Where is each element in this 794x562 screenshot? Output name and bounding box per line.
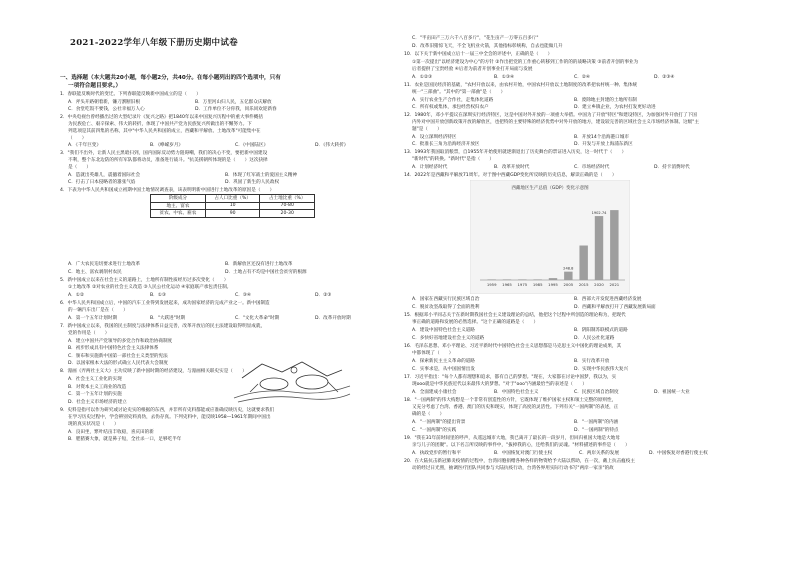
text-line: 14．2022年是西藏和平解放71周年。对于图中西藏GDP变化所反映的历史信息，解读正确的是（ ） xyxy=(404,173,617,178)
text-line: A．社会主义工业化的实现 xyxy=(68,377,122,382)
text-line: 内外对中国开放创新政策开放的解放区，也把特的主要特殊的经济优势中对外开放的地方，建设较完善的区域社会主义市场经济体制。这级"主 xyxy=(412,120,699,125)
bar-2005 xyxy=(564,272,572,280)
text-line: 为民族危亡、艰辛探索、伟大的转折，体现了中国共产党为民族复兴所做出的不懈努力。下 xyxy=(68,122,252,127)
x-tick-label: 2020 xyxy=(594,282,604,287)
data-label: 248.8 xyxy=(563,266,574,271)
text-line: B．阴阳制苏联模式的道路 xyxy=(574,328,628,333)
bar-1975 xyxy=(518,279,526,280)
text-line: C．实事求是，从中国国情出发 xyxy=(412,367,475,372)
text-line: 不利，整个东北边防的所有军队都将动员，准备进行战斗。"抗美援朝所体现的是（ ）这次抉择 xyxy=(68,158,268,163)
land-survey-table xyxy=(150,194,315,218)
text-line: C．打击了日本侵略者的嚣张气焰 xyxy=(68,180,136,185)
text-line: A．建立中国共产党领导的多党合作和政治协商制度 xyxy=(68,339,173,344)
text-line: A．良田坐，繁叶结亩丰收稳，喜庆田的新 xyxy=(68,430,154,435)
text-line: 统一"三部曲"。"其中的"第一部曲"是（ ） xyxy=(412,90,506,95)
bar-2021 xyxy=(610,210,618,280)
text-line: B．①③④ xyxy=(494,75,515,80)
table-header-cell: 阶级成分 xyxy=(151,195,206,203)
table-cell: 20-30 xyxy=(260,210,315,218)
text-line: B．《峥嵘岁月》 xyxy=(150,143,184,148)
text-line: D．《伟大转折》 xyxy=(315,143,349,148)
text-line: A．实行农业生产合作社，走集体化道路 xyxy=(412,98,494,103)
text-line: B．开放14个沿海港口城市 xyxy=(574,135,629,140)
text-line: D．祖国统一大业 xyxy=(654,390,690,395)
text-line: 4．下表为中华人民共和国成立初期中国土地情况调查表，该表明明新中国进行土地改革的原因是（ ） xyxy=(60,188,275,193)
text-line: 12．1980年，邓小平提议在深圳实行经济特区，这是中国对外开放的一项重大举措。中国为了开放"特区"和建设特区，为加强对外开放打了下国 xyxy=(404,113,697,118)
text-line: C．颁布和实施新中国第一部社会主义类型的宪法 xyxy=(68,354,168,359)
text-line: A．广大农民迫切要求进行土地改革 xyxy=(68,262,141,267)
text-line: D．持卡消费时代 xyxy=(654,165,690,170)
text-line: A．全面建成小康社会 xyxy=(412,390,457,395)
x-tick-label: 1975 xyxy=(517,282,528,287)
cartoon-image xyxy=(232,358,352,406)
text-line: D．西藏和平解放打开了西藏发展新局面 xyxy=(574,305,656,310)
text-line: C．《中国陆区》 xyxy=(235,143,269,148)
text-line: D．②③ xyxy=(315,293,332,298)
x-tick-label: 2015 xyxy=(578,282,589,287)
table-cell: 70-80 xyxy=(260,202,315,210)
text-line: C．民族区域自治制度 xyxy=(574,390,619,395)
text-line: 是（ ） xyxy=(68,165,91,170)
text-line: 10．以下关于新中国成立后十一届三中全会的评述中，正确的是（ ） xyxy=(404,52,553,57)
text-line: A．斧头开路朝着新，镰刀割断旧根 xyxy=(68,100,141,105)
text-line: D．社会主义市场经济的建立 xyxy=(68,400,127,405)
text-line: 13．1993年我国取消粮票，自1955年开始使用就逐渐退出了历史舞台的票证进入历史，这一时代于（ ） xyxy=(404,150,627,155)
bar-2015 xyxy=(579,246,587,280)
text-line: A．①② xyxy=(68,293,84,298)
text-line: C．③④ xyxy=(235,293,252,298)
text-line: B．中国恢复对澳门行使主权 xyxy=(494,451,553,456)
text-line: C．批准长三角为沿海经济开放区 xyxy=(412,142,480,147)
text-line: 的一辆汽车出厂是在（ ） xyxy=(68,308,128,313)
text-line: ①第一次提出"以经济建设为中心"的方针 ②作出把党的工作重心转移到工作的的的战略决策 ③前者开创的事业为 xyxy=(412,60,639,65)
text-line: D．改革开放时期 xyxy=(315,316,351,321)
text-line: D．"一国两制"的特点 xyxy=(574,428,619,433)
text-line: 中都体现了（ ） xyxy=(412,351,454,356)
text-line: C．两岸关系的发展 xyxy=(579,451,619,456)
text-line: A．《千年巨变》 xyxy=(68,143,101,148)
text-line: （ ） xyxy=(68,136,87,141)
text-line: 3．"我们不出外，让新人民主黑暗扫到，国内国际反动势力阻碍嘲，我们的决心不变，要把新中国建设 xyxy=(60,151,268,156)
text-line: B．新解放区还没有进行土地改革 xyxy=(225,262,293,267)
bar-1985 xyxy=(533,279,541,280)
text-line: A．设立深圳经济特区 xyxy=(412,135,457,140)
text-line: 1．春联能反映时代的变迁。下列春联能反映新中国成立的是（ ） xyxy=(60,92,201,97)
text-line: C．所有权或集体，承包经营权归农户 xyxy=(412,105,489,110)
text-line: 确的是（ ） xyxy=(412,412,445,417)
text-line: C．食堂吃饭不要钱，公社幸福万人心 xyxy=(68,107,145,112)
text-line: 6．中华人民共和国成立后，中国的汽车工业得到发展起来，成功国家经济的完成产业之一。新中国制造 xyxy=(60,301,270,306)
text-line: D．实现中华民族伟大复兴 xyxy=(574,367,629,372)
text-line: 又充分考虑了台湾、香港、澳门的历史和现实，体现了高度的灵活性。下列有关"一国两制"的表述，正 xyxy=(412,405,619,410)
text-line: 5．新中国成立以来在社会主义的道路上，土地所有制性质经历过多次变化（ ） xyxy=(60,278,229,283)
text-line: 19．"我在31年前时间里的呼声，从遥远城市大地，我已离开了最长的一段岁月，但回归祖国大地是大地母 xyxy=(404,436,620,441)
text-line: A．国家在西藏实行民族区域自治 xyxy=(412,297,480,302)
data-label: 1902.74 xyxy=(591,211,607,216)
text-line: B．"大跃进"时期 xyxy=(150,316,185,321)
text-line: B．初步形成具有中国特色社会主义法律体系 xyxy=(68,346,159,351)
text-line: 现的真实状况是（ ） xyxy=(68,422,119,427)
bar-1995 xyxy=(549,278,557,280)
text-line: B．①③ xyxy=(150,293,166,298)
text-line: D．土地占有不均是中国社会贫穷的根源 xyxy=(225,270,307,275)
table-cell: 地主、富农 xyxy=(151,202,206,210)
text-line: 2．中央电视台曾经播出过的大型纪录片《复兴之路》把1840年以来中国复兴历程中的重大事件概括 xyxy=(60,115,263,120)
text-line: A．第一个五年计划时期 xyxy=(68,316,118,321)
text-line: D．工作单位不分你我，同乐同欢迎新春 xyxy=(195,107,277,112)
x-tick-label: 1985 xyxy=(532,282,543,287)
text-line: 列选项是其前四集的名称，其中"中华人民共和国的成立，西藏和平解放、土地改革"可能集中在 xyxy=(68,129,261,134)
text-line: B．体现了红军战士的爱国主义精神 xyxy=(225,173,298,178)
text-line: 后者提供了宝贵经验 ④后者为前者开创事业打开局面与发展 xyxy=(412,67,533,72)
text-line: "新时代"的转换。"新时代"是指（ ） xyxy=(412,157,494,162)
text-line: B．肥猪赛大象，就是鼻子短，全社杀一口，足够吃半年 xyxy=(68,437,182,442)
text-line: D．以国家根本大法的形式确立人民代表大会制度 xyxy=(68,361,169,366)
bar-1965 xyxy=(503,279,511,280)
table-header-row xyxy=(151,195,315,203)
table-header-cell: 占土地比重（%） xyxy=(260,195,315,203)
text-line: 题"是（ ） xyxy=(412,127,442,132)
text-line: C．市场经济时代 xyxy=(574,165,610,170)
x-tick-label: 1965 xyxy=(502,282,512,287)
text-line: B．"一国两制"的内涵 xyxy=(574,420,619,425)
text-line: 在学习历史过程中，学会辨别史料真伪，去伪存真。下列史料中，能反映1958—1961年期间中国出 xyxy=(68,415,271,420)
text-line: B．废除地主封建的土地所有制 xyxy=(574,98,637,103)
text-line: 党的作用是（ ） xyxy=(68,331,110,336)
text-line: ①土地改革 ②对农业的社会主义改造 ③人民公社化运动 ④家庭联产承包责任制。 xyxy=(68,285,232,290)
exam-title: 2021-2022学年八年级下册历史期中试卷 xyxy=(70,38,238,48)
text-line: 16．毛泽东思想、邓小平理论、习近平新时代中国特色社会主义思想都是马克思主义中国化的理论成果，其 xyxy=(404,344,622,349)
text-line: D．建立乡镇企业，为农村打发更好动进 xyxy=(574,105,656,110)
text-line: 事正确的道路和发展的必然选择。"这个正确的道路是（ ） xyxy=(412,320,539,325)
text-line: 7．新中国成立以来，我国的民主制度与法律体系日益完善，改革开放后的民主法建设取得明显成就， xyxy=(60,324,266,329)
bar-2020 xyxy=(595,216,603,280)
text-line: D．②③④ xyxy=(654,75,675,80)
text-line: A．①②③ xyxy=(412,75,433,80)
text-line: B．万里河山归人民，五亿群众庆解放 xyxy=(195,100,272,105)
text-line: B．改革开放时代 xyxy=(494,165,530,170)
table-cell: 贫农、中农、雇农 xyxy=(151,210,206,218)
text-line: C．第一个五年计划的实施 xyxy=(68,392,122,397)
text-line: 一、选择题（本大题共20小题，每小题2分，共40分。在每小题列出的四个选项中，只有 xyxy=(60,75,281,81)
text-line: C．脱贫攻坚战取得了全面的胜利 xyxy=(412,305,480,310)
text-line: 亲与儿子的团聚"。以下名言所反映的事件中，"拔掉我的心，还给我们的灵魂。"材料描述的事件是（ ） xyxy=(412,443,630,448)
table-cell: 10 xyxy=(205,202,260,210)
text-line: 9．史料是指可以作为研究或讨论史实的根据的东西，并非所有史料都能或应准确反映历史，这就要求我们 xyxy=(60,408,275,413)
text-line: D．巩固了新生的人民政权 xyxy=(225,180,280,185)
text-line: 一项符合题目要求。） xyxy=(68,83,122,89)
text-line: A．执政党步的暂行和平 xyxy=(412,451,462,456)
text-line: A．"一国两制"的提出背景 xyxy=(412,420,466,425)
text-line: A．计划经济时代 xyxy=(412,165,448,170)
bar-1959 xyxy=(487,279,495,280)
left-column xyxy=(60,0,400,562)
chart-title: 西藏地区生产总值（GDP）变化示意图 xyxy=(511,186,589,191)
text-line: D．改革旧猪惊飞天，不全飞机业火箭，其他指标彰统称，自去也能做几升 xyxy=(412,44,563,49)
x-tick-label: 1995 xyxy=(548,282,558,287)
text-line: 20．在大陆抗击新冠肺炎疫情的过程中，台湾同胞捐赠各种各样的物资给予大陆以帮助，在一次，戴上抗击瘟疫主 xyxy=(404,459,635,464)
table-row xyxy=(151,202,315,210)
text-line: B．实行改革开放 xyxy=(574,359,610,364)
text-line: C．②④ xyxy=(574,75,591,80)
text-line: B．中国特色社会主义 xyxy=(494,390,539,395)
text-line: D．人民公社化道路 xyxy=(574,336,615,341)
text-line: A．探索新民主主义革命的道路 xyxy=(412,359,475,364)
text-line: C．地主、富农剥削村农民 xyxy=(68,270,122,275)
text-line: C．"半亩田产三万六千八百多斤"，"花生亩产一万零五百多斤" xyxy=(412,36,539,41)
text-line: 动的经过日光照，抽调医疗团队共同参与大陆抗疫行动，台湾各界用实际行动书写"两岸一家亲"的故 xyxy=(412,466,614,471)
gdp-bar-chart xyxy=(470,180,630,294)
text-line: A．建设中国特色社会主义道路 xyxy=(412,328,475,333)
x-tick-label: 2005 xyxy=(563,282,574,287)
text-line: C．"文化大革命"时期 xyxy=(235,316,280,321)
text-line: B．西部大开发促进西藏经济发展 xyxy=(574,297,642,302)
table-cell: 90 xyxy=(205,210,260,218)
text-line: 15．根据邓小平同志关于在新时期我国社会主义建设理论的总结，他把这个过程中所创造的理论称为，把现代 xyxy=(404,313,626,318)
x-tick-label: 1959 xyxy=(486,282,497,287)
text-line: C．"一国两制"的实践 xyxy=(412,428,457,433)
table-header-cell: 占人口比重（%） xyxy=(205,195,260,203)
x-tick-label: 2021 xyxy=(609,282,620,287)
text-line: 18．"一国两制"的伟大构想是一个非常有创造性的方针，它既体现了维护国家主权和领土完整的原则性， xyxy=(404,398,617,403)
text-line: 现ooo就是中华民族近代以来最伟大的梦想。"对于"ooo"内涵最恰当的表述是（ ） xyxy=(412,382,587,387)
text-line: A．造就出英雄儿，震撼着国际社会 xyxy=(68,173,141,178)
text-line: 11．农业是国民经济的基础，"农村开放以来，由农村开始，中国农村开放以土地制度的改革把农村统一种、集体统 xyxy=(404,83,638,88)
table-row xyxy=(151,210,315,218)
text-line: 17．习近平指出："每个人都有理想和追求，都有自己的梦想。"现在，大家都在讨论中国梦，我以为，实 xyxy=(404,375,617,380)
text-line: B．对资本主义工商业的改造 xyxy=(68,385,127,390)
text-line: 8．漫画《弄两社主义大》主功反映了新中国时期的经济建设，与漫画相关联史实是（ ） xyxy=(60,369,247,374)
text-line: D．开发与开放上海浦东新区 xyxy=(574,142,633,147)
text-line: D．中国恢复对香港行使主权 xyxy=(649,451,708,456)
text-line: C．多快好省地建设社会主义的道路 xyxy=(412,336,485,341)
